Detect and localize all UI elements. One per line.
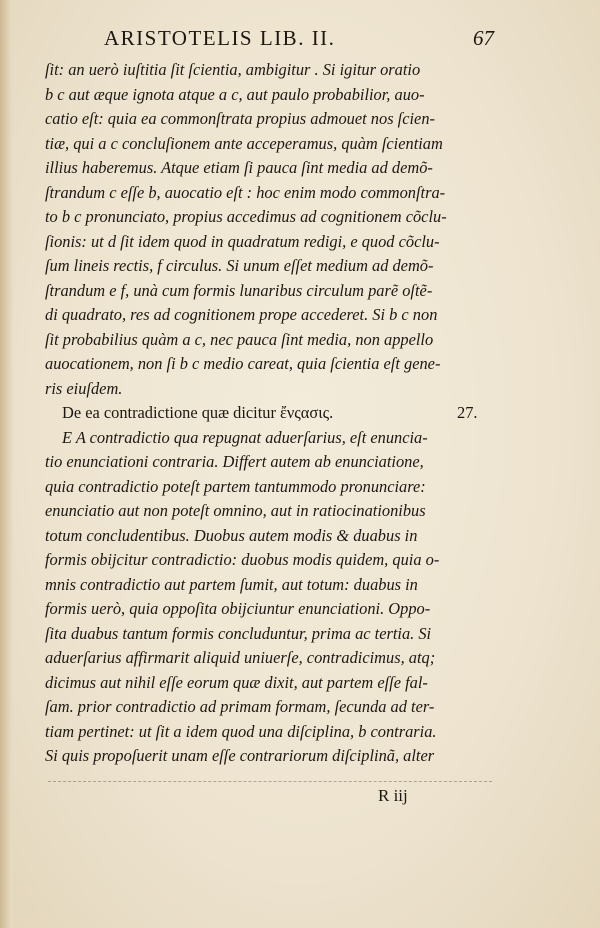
text-line: totum concludentibus. Duobus autem modis & duabus in [45,525,418,545]
text-line: ſtrandum c eſſe b, auocatio eſt : hoc enim modo commonſtra- [45,182,446,202]
text-line: tiam pertinet: ut ſit a idem quod una diſciplina, b contraria. [45,721,437,741]
page-gutter-shadow [0,0,14,928]
section-number: 27. [457,403,478,422]
text-line: formis obijcitur contradictio: duobus modis quidem, quia o- [45,550,440,569]
text-line: di quadrato, res ad cognitionem prope accederet. Si b c non [45,305,438,324]
running-head: ARISTOTELIS LIB. II. [104,26,336,50]
text-line: ſum lineis rectis, f circulus. Si unum eſſet medium ad demõ- [45,256,434,275]
signature-mark: R iij [378,786,408,805]
text-line: enunciatio aut non poteſt omnino, aut in ratiocinationibus [45,501,426,520]
text-line: ſit probabilius quàm a c, nec pauca ſint media, non appello [45,329,434,349]
text-block [45,58,495,769]
text-line: ſita duabus tantum formis concluduntur, prima ac tertia. Si [45,623,432,643]
page-header [104,24,494,58]
text-line: dicimus aut nihil eſſe eorum quæ dixit, aut partem eſſe fal- [45,672,428,692]
text-line: Si quis propoſuerit unam eſſe contrariorum diſciplinã, alter [45,746,435,765]
text-line: ſam. prior contradictio ad primam formam, ſecunda ad ter- [45,697,435,716]
text-line: tiæ, qui a c concluſionem ante acceperamus, quàm ſcientiam [45,133,443,153]
faint-underline [48,781,492,783]
text-line: tio enunciationi contraria. Differt autem ab enunciatione, [45,452,424,471]
text-line: ſit: an uerò iuſtitia ſit ſcientia, ambigitur . Si igitur oratio [45,60,421,79]
text-line: catio eſt: quia ea commonſtrata propius admouet nos ſcien- [45,109,435,128]
text-line: quia contradictio poteſt partem tantummodo pronunciare: [45,476,426,496]
text-line: to b c pronunciato, propius accedimus ad cognitionem cõclu- [45,207,447,226]
text-line: auocationem, non ſi b c medio careat, quia ſcientia eſt gene- [45,354,441,373]
text-line: ris eiuſdem. [45,378,123,398]
folio-number: 67 [473,26,494,50]
text-line: E A contradictio qua repugnat aduerſarius, eſt enuncia- [62,427,428,447]
text-line: ſionis: ut d ſit idem quod in quadratum redigi, e quod cõclu- [45,231,440,251]
text-line: mnis contradictio aut partem ſumit, aut totum: duabus in [45,574,418,594]
text-line: illius haberemus. Atque etiam ſi pauca ſint media ad demõ- [45,158,433,177]
text-line: aduerſarius affirmarit aliquid uniuerſe, contradicimus, atq; [45,648,436,667]
section-heading [45,401,495,426]
text-line: b c aut æque ignota atque a c, aut paulo probabilior, auo- [45,84,425,104]
section-heading-text: De ea contradictione quæ dicitur ἔνςασις. [62,403,334,422]
text-line: ſtrandum e f, unà cum formis lunaribus circulum parẽ oſtẽ- [45,280,433,300]
text-line: formis uerò, quia oppoſita obijciuntur enunciationi. Oppo- [45,599,431,618]
